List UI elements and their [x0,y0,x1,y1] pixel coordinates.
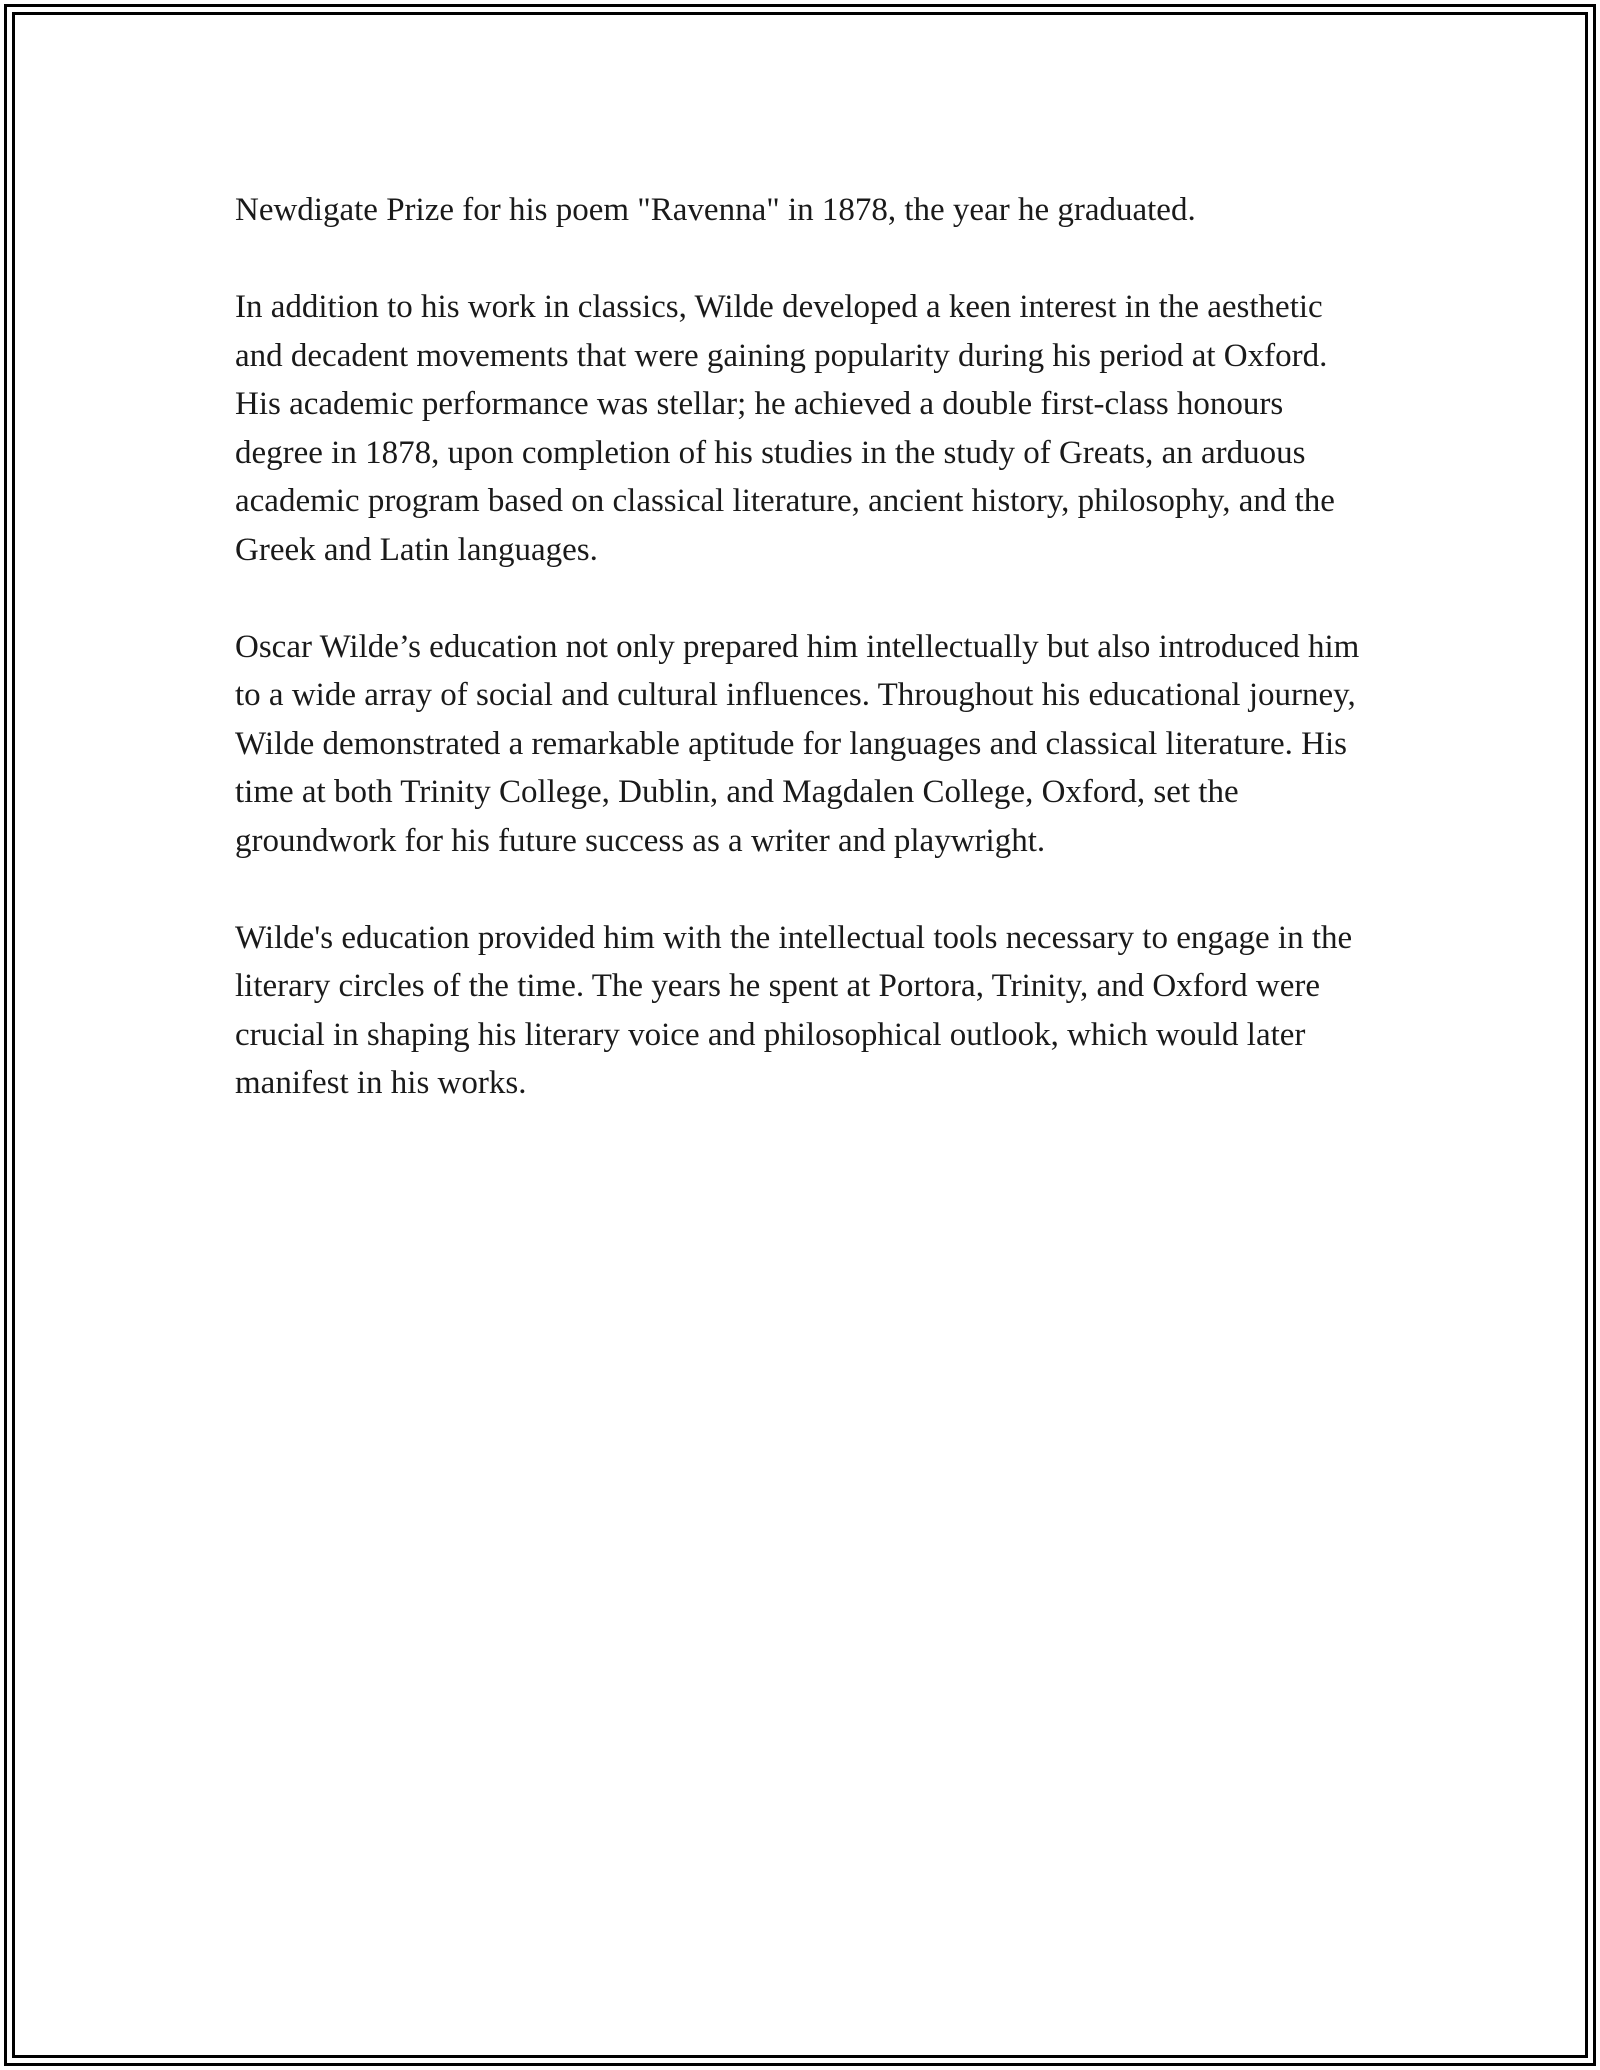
paragraph-intellectual-tools: Wilde's education provided him with the intellectual tools necessary to engage in the literary circles of the time. The years he spent at Portora, Trinity, and Oxford were crucial in shaping his literary voice and philosophical outlook, which would later manifest in his works. [235,919,1353,1101]
paragraph-newdigate-prize: Newdigate Prize for his poem "Ravenna" in 1878, the year he graduated. [235,192,1196,228]
document-body [235,186,1365,1156]
paragraph-classics-interest: In addition to his work in classics, Wilde developed a keen interest in the aesthetic and decadent movements that were gaining popularity during his period at Oxford. His academic performance was stellar; he achieved a double first-class honours degree in 1878, upon completion of his studies in the study of Greats, an arduous academic program based on classical literature, ancient history, philosophy, and the Greek and Latin languages. [235,289,1335,568]
paragraph-education-influences: Oscar Wilde’s education not only prepared him intellectually but also introduced him to a wide array of social and cultural influences. Throughout his educational journey, Wilde demonstrated a remarkable aptitude for languages and classical literature. His time at both Trinity College, Dublin, and Magdalen College, Oxford, set the groundwork for his future success as a writer and playwright. [235,628,1360,859]
